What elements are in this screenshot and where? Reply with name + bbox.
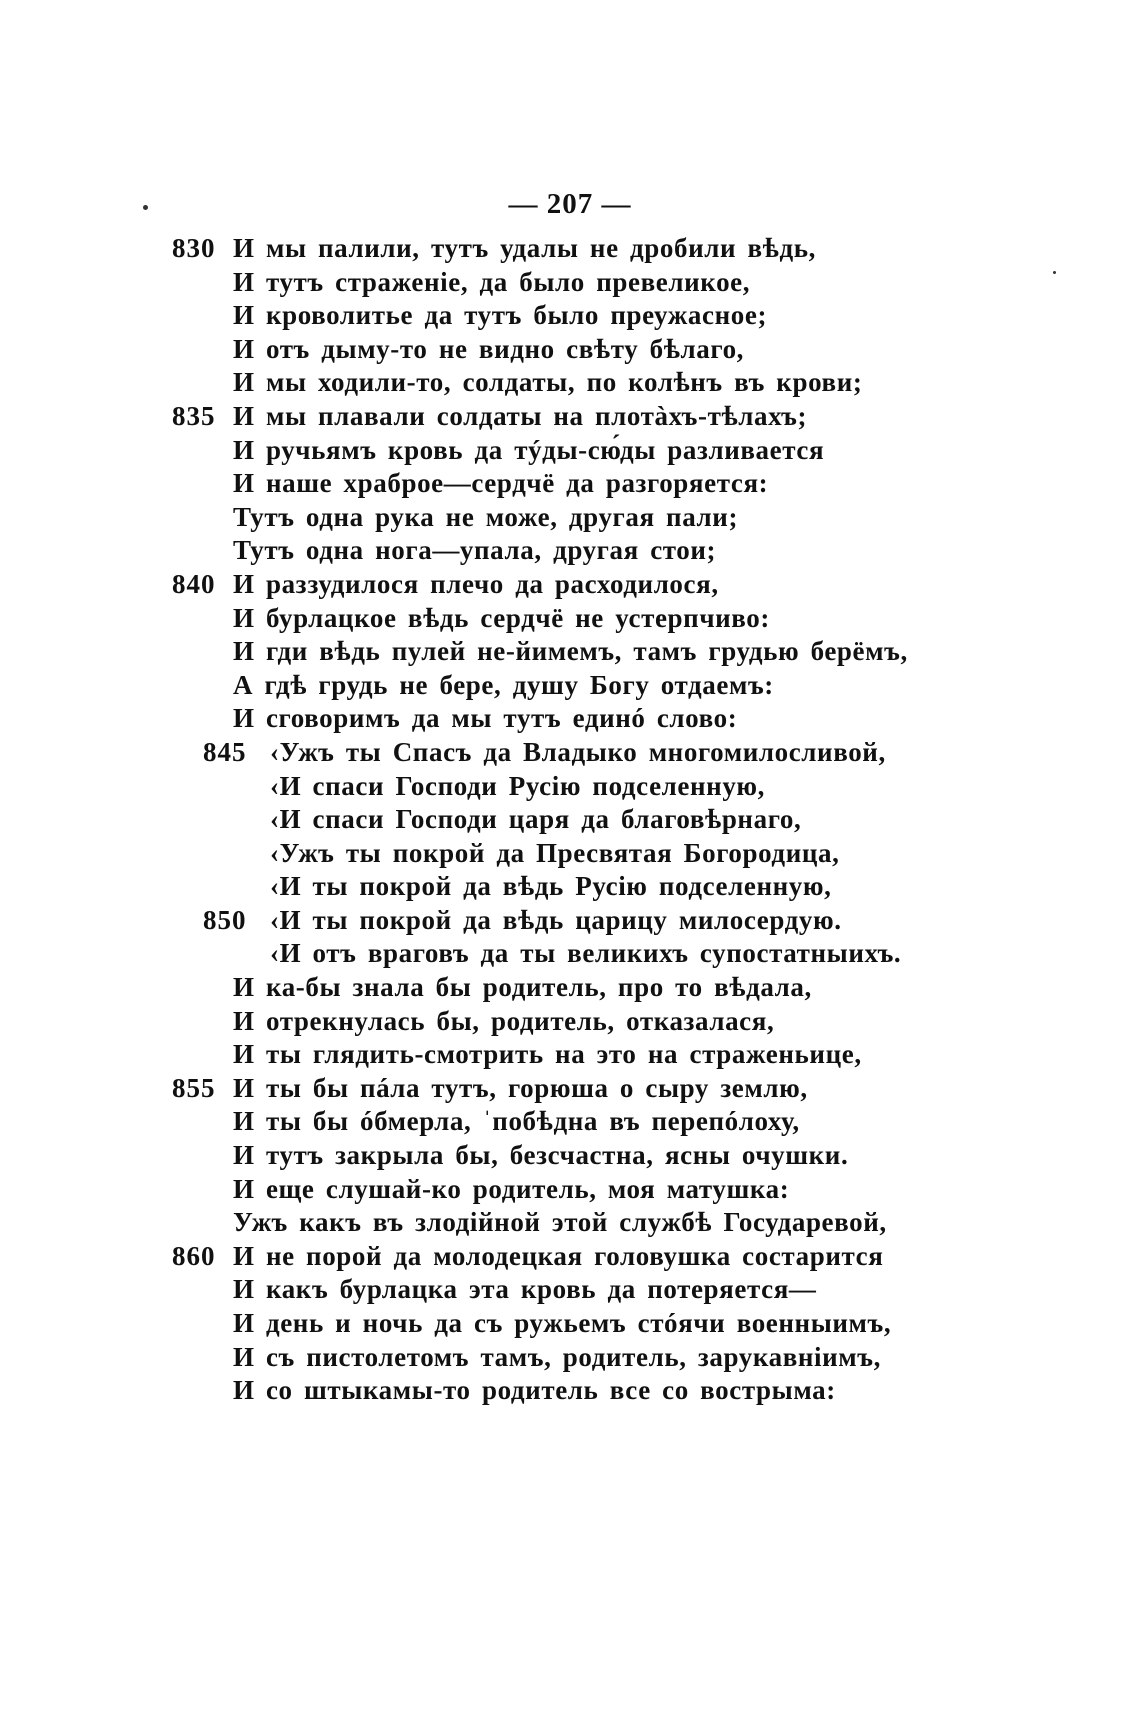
verse-line: [0, 1240, 1140, 1274]
verse-text: И мы ходили-то, солдаты, по колѣнъ въ крови;: [233, 367, 863, 398]
verse-line: [0, 1005, 1140, 1039]
verse-line: [0, 904, 1140, 938]
verse-text: И отрекнулась бы, родитель, отказалася,: [233, 1005, 775, 1036]
verse-text: И ты бы пáла тутъ, горюша о сыру землю,: [233, 1072, 808, 1103]
verse-text: И съ пистолетомъ тамъ, родитель, зарукавніимъ,: [233, 1341, 881, 1372]
verse-line: [0, 366, 1140, 400]
verse-text: И со штыкамы-то родитель все со вострыма:: [233, 1375, 836, 1406]
verse-line: [0, 602, 1140, 636]
verse-text: Тутъ одна рука не може, другая пали;: [233, 501, 739, 532]
verse-line: [0, 736, 1140, 770]
verse-line: [0, 1273, 1140, 1307]
line-number: 850: [203, 904, 247, 935]
verse-line: [0, 333, 1140, 367]
verse-line: [0, 434, 1140, 468]
verse-text: И ручьямъ кровь да тýды-сю́ды разливается: [233, 434, 825, 465]
verse-text: И тутъ страженіе, да было превеликое,: [233, 266, 751, 297]
verse-text: И гди вѣдь пулей не-йимемъ, тамъ грудью берёмъ,: [233, 636, 908, 667]
verse-text: И ты бы óбмерла, ˈпобѣдна въ перепóлоху,: [233, 1106, 800, 1137]
verse-line: [0, 1173, 1140, 1207]
verse-text: И какъ бурлацка эта кровь да потеряется—: [233, 1274, 817, 1305]
verse-line: [0, 299, 1140, 333]
verse-line: [0, 669, 1140, 703]
verse-line: [0, 1206, 1140, 1240]
verse-line: [0, 400, 1140, 434]
verse-line: [0, 1374, 1140, 1408]
verse-line: [0, 702, 1140, 736]
verse-text: ‹И отъ враговъ да ты великихъ супостатныихъ.: [270, 938, 902, 969]
verse-line: [0, 803, 1140, 837]
line-number: 830: [172, 233, 216, 263]
verse-line: [0, 937, 1140, 971]
verse-text: ‹И спаси Господи Русію подселенную,: [270, 770, 765, 801]
page-number: — 207 —: [508, 188, 632, 220]
verse-text: И ка-бы знала бы родитель, про то вѣдала,: [233, 972, 812, 1003]
line-number: 835: [172, 400, 216, 431]
poem-text: [0, 232, 1140, 1408]
verse-text: А гдѣ грудь не бере, душу Богу отдаемъ:: [233, 669, 774, 700]
verse-text: И мы плавали солдаты на плотàхъ-тѣлахъ;: [233, 400, 808, 431]
verse-text: И тутъ закрыла бы, безсчастна, ясны очушки.: [233, 1140, 849, 1171]
verse-text: И раззудилося плечо да расходилося,: [233, 568, 719, 599]
verse-text: И день и ночь да съ ружьемъ стóячи военныимъ,: [233, 1308, 892, 1338]
verse-line: [0, 1105, 1140, 1139]
verse-line: [0, 1341, 1140, 1375]
verse-line: [0, 1072, 1140, 1106]
verse-line: [0, 971, 1140, 1005]
verse-line: [0, 635, 1140, 669]
verse-line: [0, 837, 1140, 871]
line-number: 840: [172, 568, 216, 599]
verse-line: [0, 467, 1140, 501]
verse-line: [0, 568, 1140, 602]
verse-text: И наше храброе—сердчё да разгоряется:: [233, 468, 769, 499]
verse-line: [0, 266, 1140, 300]
verse-text: ‹И ты покрой да вѣдь Русію подселенную,: [270, 871, 832, 902]
verse-text: И мы палили, тутъ удалы не дробили вѣдь,: [233, 233, 816, 263]
verse-text: И бурлацкое вѣдь сердчё не устерпчиво:: [233, 602, 770, 633]
line-number: 845: [203, 736, 247, 767]
verse-line: [0, 1139, 1140, 1173]
verse-text: И еще слушай-ко родитель, моя матушка:: [233, 1173, 790, 1204]
verse-text: Ужъ какъ въ злодійной этой службѣ Государевой,: [233, 1207, 887, 1238]
verse-line: [0, 1038, 1140, 1072]
verse-text: ‹Ужъ ты покрой да Пресвятая Богородица,: [270, 837, 840, 868]
verse-line: [0, 770, 1140, 804]
verse-text: И ты глядить-смотрить на это на страженьице,: [233, 1039, 862, 1070]
verse-line: [0, 501, 1140, 535]
verse-text: И кроволитье да тутъ было преужасное;: [233, 300, 768, 331]
verse-line: [0, 232, 1140, 266]
verse-line: [0, 534, 1140, 568]
verse-text: Тутъ одна нога—упала, другая стои;: [233, 535, 717, 566]
verse-text: ‹Ужъ ты Спасъ да Владыко многомилосливой,: [270, 736, 886, 767]
verse-line: [0, 870, 1140, 904]
verse-text: ‹И спаси Господи царя да благовѣрнаго,: [270, 804, 802, 835]
line-number: 855: [172, 1072, 216, 1103]
line-number: 860: [172, 1240, 216, 1271]
verse-text: И отъ дыму-то не видно свѣту бѣлаго,: [233, 333, 745, 364]
verse-text: ‹И ты покрой да вѣдь царицу милосердую.: [270, 904, 842, 935]
verse-text: И не порой да молодецкая головушка состарится: [233, 1240, 884, 1271]
verse-text: И сговоримъ да мы тутъ единó слово:: [233, 703, 738, 734]
verse-line: [0, 1307, 1140, 1341]
